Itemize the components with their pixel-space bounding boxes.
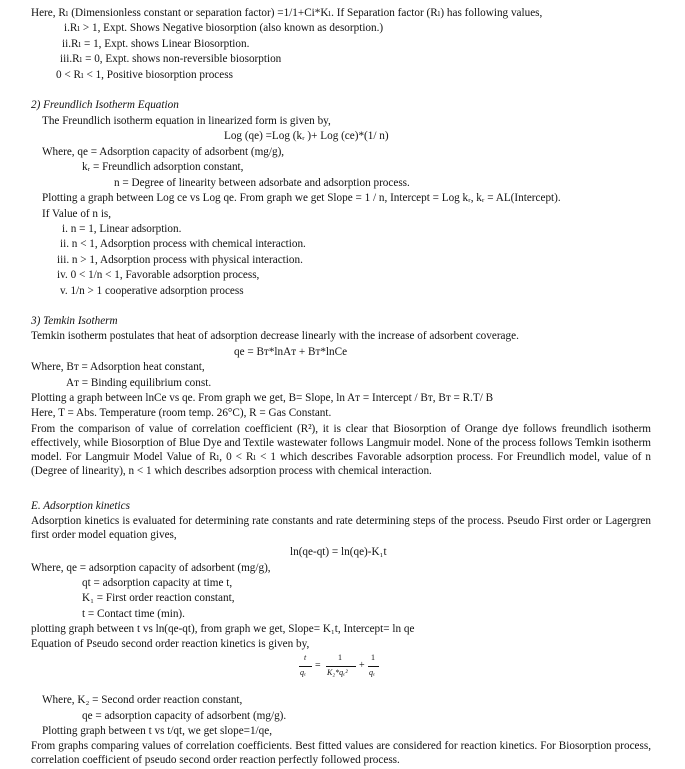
line: The Freundlich isotherm equation in linearized form is given by, xyxy=(42,115,331,127)
line: Where, qe = adsorption capacity of adsorbent (mg/g), xyxy=(31,562,271,574)
line: Where, qe = Adsorption capacity of adsorbent (mg/g), xyxy=(42,146,285,158)
line: Here, Rₗ (Dimensionless constant or separation factor) =1/1+Ci*Kₗ. If Separation factor (Rₗ) has following values, xyxy=(31,7,543,19)
line: If Value of n is, xyxy=(42,208,112,220)
term1-numerator: 1 xyxy=(338,653,342,662)
line: qt = adsorption capacity at time t, xyxy=(82,577,233,589)
list-item: v. 1/n > 1 cooperative adsorption process xyxy=(60,285,244,297)
paragraph: Adsorption kinetics is evaluated for determining rate constants and rate determining steps of the process. Pseudo First order or Lagergren first order model equation gives, xyxy=(31,515,651,541)
equation: qe = Bᴛ*lnAᴛ + Bᴛ*lnCe xyxy=(234,346,348,358)
list-item: iii.Rₗ = 0, Expt. shows non-reversible biosorption xyxy=(60,53,282,65)
line: Aᴛ = Binding equilibrium const. xyxy=(66,377,212,389)
line: Here, T = Abs. Temperature (room temp. 26°C), R = Gas Constant. xyxy=(31,407,332,419)
line: kᵣ = Freundlich adsorption constant, xyxy=(82,161,244,173)
fraction-bar xyxy=(299,666,312,667)
pseudo-second-order-equation xyxy=(298,652,380,682)
list-item: iv. 0 < 1/n < 1, Favorable adsorption process, xyxy=(57,269,260,281)
line: Where, K₂ = Second order reaction constant, xyxy=(42,694,243,706)
list-item: 0 < Rₗ < 1, Positive biosorption process xyxy=(56,69,233,81)
fraction-bar xyxy=(326,666,356,667)
line: Temkin isotherm postulates that heat of adsorption decrease linearly with the increase of adsorbent coverage. xyxy=(31,330,519,342)
fraction-bar xyxy=(368,666,379,667)
list-item: i.Rₗ > 1, Expt. Shows Negative biosorption (also known as desorption.) xyxy=(64,22,384,34)
equation: ln(qe-qt) = ln(qe)-K₁t xyxy=(290,546,387,558)
line: qe = adsorption capacity of adsorbent (mg/g). xyxy=(82,710,287,722)
line: Plotting graph between t vs t/qt, we get slope=1/qe, xyxy=(42,725,273,737)
line: Equation of Pseudo second order reaction kinetics is given by, xyxy=(31,638,310,650)
lhs-denominator: qₑ xyxy=(300,668,307,677)
line: K₁ = First order reaction constant, xyxy=(82,592,235,604)
lhs-numerator: t xyxy=(304,653,307,662)
term2-denominator: qₑ xyxy=(369,668,376,677)
line: Where, Bᴛ = Adsorption heat constant, xyxy=(31,361,205,373)
line: Plotting a graph between lnCe vs qe. From graph we get, B= Slope, ln Aᴛ = Intercept / Bᴛ, Bᴛ = R.T/ B xyxy=(31,392,494,404)
term2-numerator: 1 xyxy=(371,653,375,662)
section-heading: 3) Temkin Isotherm xyxy=(31,315,118,327)
equation: Log (qe) =Log (kᵣ )+ Log (ce)*(1/ n) xyxy=(224,130,389,142)
line: n = Degree of linearity between adsorbate and adsorption process. xyxy=(114,177,410,189)
section-heading: E. Adsorption kinetics xyxy=(31,500,130,512)
line: t = Contact time (min). xyxy=(82,608,185,620)
list-item: ii. n < 1, Adsorption process with chemical interaction. xyxy=(60,238,306,250)
list-item: ii.Rₗ = 1, Expt. shows Linear Biosorption. xyxy=(62,38,250,50)
plus-sign: + xyxy=(359,660,365,671)
list-item: iii. n > 1, Adsorption process with physical interaction. xyxy=(57,254,303,266)
list-item: i. n = 1, Linear adsorption. xyxy=(62,223,182,235)
equals-sign: = xyxy=(315,660,321,671)
section-heading: 2) Freundlich Isotherm Equation xyxy=(31,99,179,111)
term1-denominator: K₂*qₑ² xyxy=(327,668,348,677)
line: plotting graph between t vs ln(qe-qt), from graph we get, Slope= K₁t, Intercept= ln qe xyxy=(31,623,415,635)
line: Plotting a graph between Log ce vs Log qe. From graph we get Slope = 1 / n, Intercept = Log kᵣ, kᵣ = AL(Intercept). xyxy=(42,192,561,204)
paragraph: From the comparison of value of correlation coefficient (R²), it is clear that Biosorption of Orange dye follows freundlich isotherm effectively, while Biosorption of Blue Dye and Textile wastewater follows Langmuir model. None of the process follows Temkin isotherm model. For Langmuir Model Value of Rₗ, 0 < Rₗ < 1 which describes Favorable adsorption process. For Freundlich model, value of n (Degree of linearity), n < 1 which describes adsorption process with chemical interaction. xyxy=(31,423,651,477)
paragraph: From graphs comparing values of correlation coefficients. Best fitted values are considered for reaction kinetics. For Biosorption process, correlation coefficient of pseudo second order reaction perfectly followed process. xyxy=(31,740,651,766)
